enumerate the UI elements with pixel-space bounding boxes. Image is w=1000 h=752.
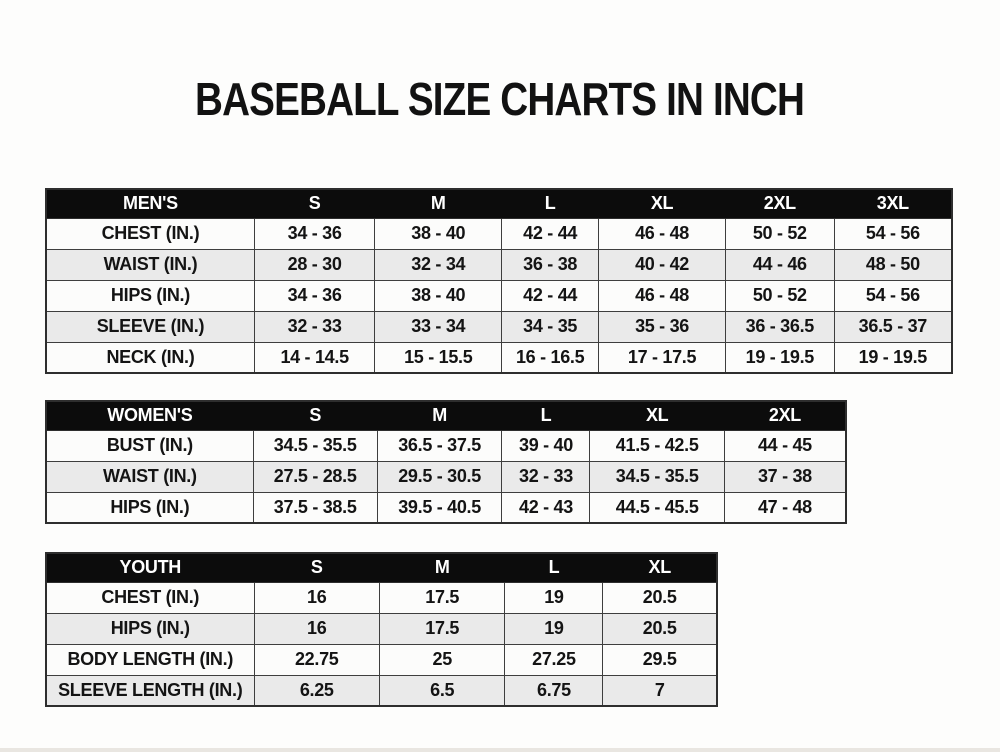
size-value-cell: 16 - 16.5 xyxy=(502,342,599,373)
size-value-cell: 42 - 43 xyxy=(502,492,590,523)
column-header: 3XL xyxy=(834,189,952,218)
table-row xyxy=(46,430,846,461)
size-value-cell: 19 xyxy=(505,582,603,613)
page-bottom-edge xyxy=(0,748,1000,752)
size-value-cell: 34 - 36 xyxy=(254,280,374,311)
size-value-cell: 33 - 34 xyxy=(375,311,502,342)
size-value-cell: 42 - 44 xyxy=(502,218,599,249)
size-value-cell: 32 - 33 xyxy=(502,461,590,492)
size-value-cell: 19 - 19.5 xyxy=(725,342,834,373)
header-row xyxy=(46,553,717,582)
size-value-cell: 34.5 - 35.5 xyxy=(590,461,724,492)
size-value-cell: 34.5 - 35.5 xyxy=(253,430,377,461)
header-row xyxy=(46,401,846,430)
size-value-cell: 32 - 33 xyxy=(254,311,374,342)
size-value-cell: 16 xyxy=(254,613,379,644)
column-header: M xyxy=(379,553,504,582)
row-label: NECK (IN.) xyxy=(46,342,254,373)
size-value-cell: 6.25 xyxy=(254,675,379,706)
size-value-cell: 39.5 - 40.5 xyxy=(377,492,502,523)
size-value-cell: 19 xyxy=(505,613,603,644)
size-value-cell: 17.5 xyxy=(379,613,504,644)
size-value-cell: 38 - 40 xyxy=(375,280,502,311)
size-value-cell: 20.5 xyxy=(603,613,717,644)
column-header: XL xyxy=(603,553,717,582)
row-label: WAIST (IN.) xyxy=(46,461,253,492)
column-header: 2XL xyxy=(725,189,834,218)
size-value-cell: 38 - 40 xyxy=(375,218,502,249)
size-value-cell: 15 - 15.5 xyxy=(375,342,502,373)
table-row xyxy=(46,461,846,492)
size-value-cell: 17.5 xyxy=(379,582,504,613)
size-table-womens xyxy=(45,400,847,524)
table-title-cell: MEN'S xyxy=(46,189,254,218)
size-table-youth xyxy=(45,552,718,707)
size-value-cell: 6.75 xyxy=(505,675,603,706)
row-label: HIPS (IN.) xyxy=(46,280,254,311)
size-value-cell: 34 - 36 xyxy=(254,218,374,249)
table-title-cell: WOMEN'S xyxy=(46,401,253,430)
size-table-mens xyxy=(45,188,953,374)
table-row xyxy=(46,249,952,280)
size-value-cell: 46 - 48 xyxy=(599,218,726,249)
table-row xyxy=(46,311,952,342)
size-value-cell: 22.75 xyxy=(254,644,379,675)
table-row xyxy=(46,644,717,675)
size-value-cell: 25 xyxy=(379,644,504,675)
size-value-cell: 42 - 44 xyxy=(502,280,599,311)
size-value-cell: 44 - 46 xyxy=(725,249,834,280)
size-value-cell: 46 - 48 xyxy=(599,280,726,311)
column-header: L xyxy=(505,553,603,582)
size-value-cell: 36 - 36.5 xyxy=(725,311,834,342)
size-value-cell: 19 - 19.5 xyxy=(834,342,952,373)
size-value-cell: 36.5 - 37.5 xyxy=(377,430,502,461)
row-label: SLEEVE LENGTH (IN.) xyxy=(46,675,254,706)
size-value-cell: 44.5 - 45.5 xyxy=(590,492,724,523)
size-value-cell: 35 - 36 xyxy=(599,311,726,342)
table-row xyxy=(46,342,952,373)
size-value-cell: 28 - 30 xyxy=(254,249,374,280)
page-title-text: BASEBALL SIZE CHARTS IN INCH xyxy=(195,73,805,125)
size-value-cell: 54 - 56 xyxy=(834,218,952,249)
size-value-cell: 34 - 35 xyxy=(502,311,599,342)
size-value-cell: 27.25 xyxy=(505,644,603,675)
size-value-cell: 6.5 xyxy=(379,675,504,706)
size-value-cell: 40 - 42 xyxy=(599,249,726,280)
row-label: BODY LENGTH (IN.) xyxy=(46,644,254,675)
column-header: L xyxy=(502,401,590,430)
column-header: M xyxy=(377,401,502,430)
size-value-cell: 7 xyxy=(603,675,717,706)
table-title-cell: YOUTH xyxy=(46,553,254,582)
column-header: S xyxy=(254,189,374,218)
column-header: L xyxy=(502,189,599,218)
size-value-cell: 47 - 48 xyxy=(724,492,846,523)
table-row xyxy=(46,675,717,706)
column-header: S xyxy=(253,401,377,430)
size-value-cell: 14 - 14.5 xyxy=(254,342,374,373)
column-header: XL xyxy=(599,189,726,218)
size-value-cell: 48 - 50 xyxy=(834,249,952,280)
row-label: BUST (IN.) xyxy=(46,430,253,461)
size-value-cell: 20.5 xyxy=(603,582,717,613)
table-row xyxy=(46,280,952,311)
size-value-cell: 37.5 - 38.5 xyxy=(253,492,377,523)
size-value-cell: 36.5 - 37 xyxy=(834,311,952,342)
size-value-cell: 37 - 38 xyxy=(724,461,846,492)
size-value-cell: 50 - 52 xyxy=(725,280,834,311)
size-value-cell: 27.5 - 28.5 xyxy=(253,461,377,492)
size-value-cell: 41.5 - 42.5 xyxy=(590,430,724,461)
column-header: M xyxy=(375,189,502,218)
row-label: SLEEVE (IN.) xyxy=(46,311,254,342)
column-header: 2XL xyxy=(724,401,846,430)
page-title xyxy=(0,72,1000,126)
table-row xyxy=(46,582,717,613)
size-value-cell: 17 - 17.5 xyxy=(599,342,726,373)
size-value-cell: 39 - 40 xyxy=(502,430,590,461)
size-value-cell: 54 - 56 xyxy=(834,280,952,311)
size-value-cell: 16 xyxy=(254,582,379,613)
column-header: XL xyxy=(590,401,724,430)
table-row xyxy=(46,218,952,249)
header-row xyxy=(46,189,952,218)
size-value-cell: 32 - 34 xyxy=(375,249,502,280)
row-label: HIPS (IN.) xyxy=(46,492,253,523)
size-value-cell: 29.5 - 30.5 xyxy=(377,461,502,492)
size-value-cell: 36 - 38 xyxy=(502,249,599,280)
table-row xyxy=(46,492,846,523)
row-label: CHEST (IN.) xyxy=(46,582,254,613)
size-value-cell: 50 - 52 xyxy=(725,218,834,249)
column-header: S xyxy=(254,553,379,582)
size-value-cell: 44 - 45 xyxy=(724,430,846,461)
row-label: CHEST (IN.) xyxy=(46,218,254,249)
size-value-cell: 29.5 xyxy=(603,644,717,675)
row-label: HIPS (IN.) xyxy=(46,613,254,644)
row-label: WAIST (IN.) xyxy=(46,249,254,280)
table-row xyxy=(46,613,717,644)
